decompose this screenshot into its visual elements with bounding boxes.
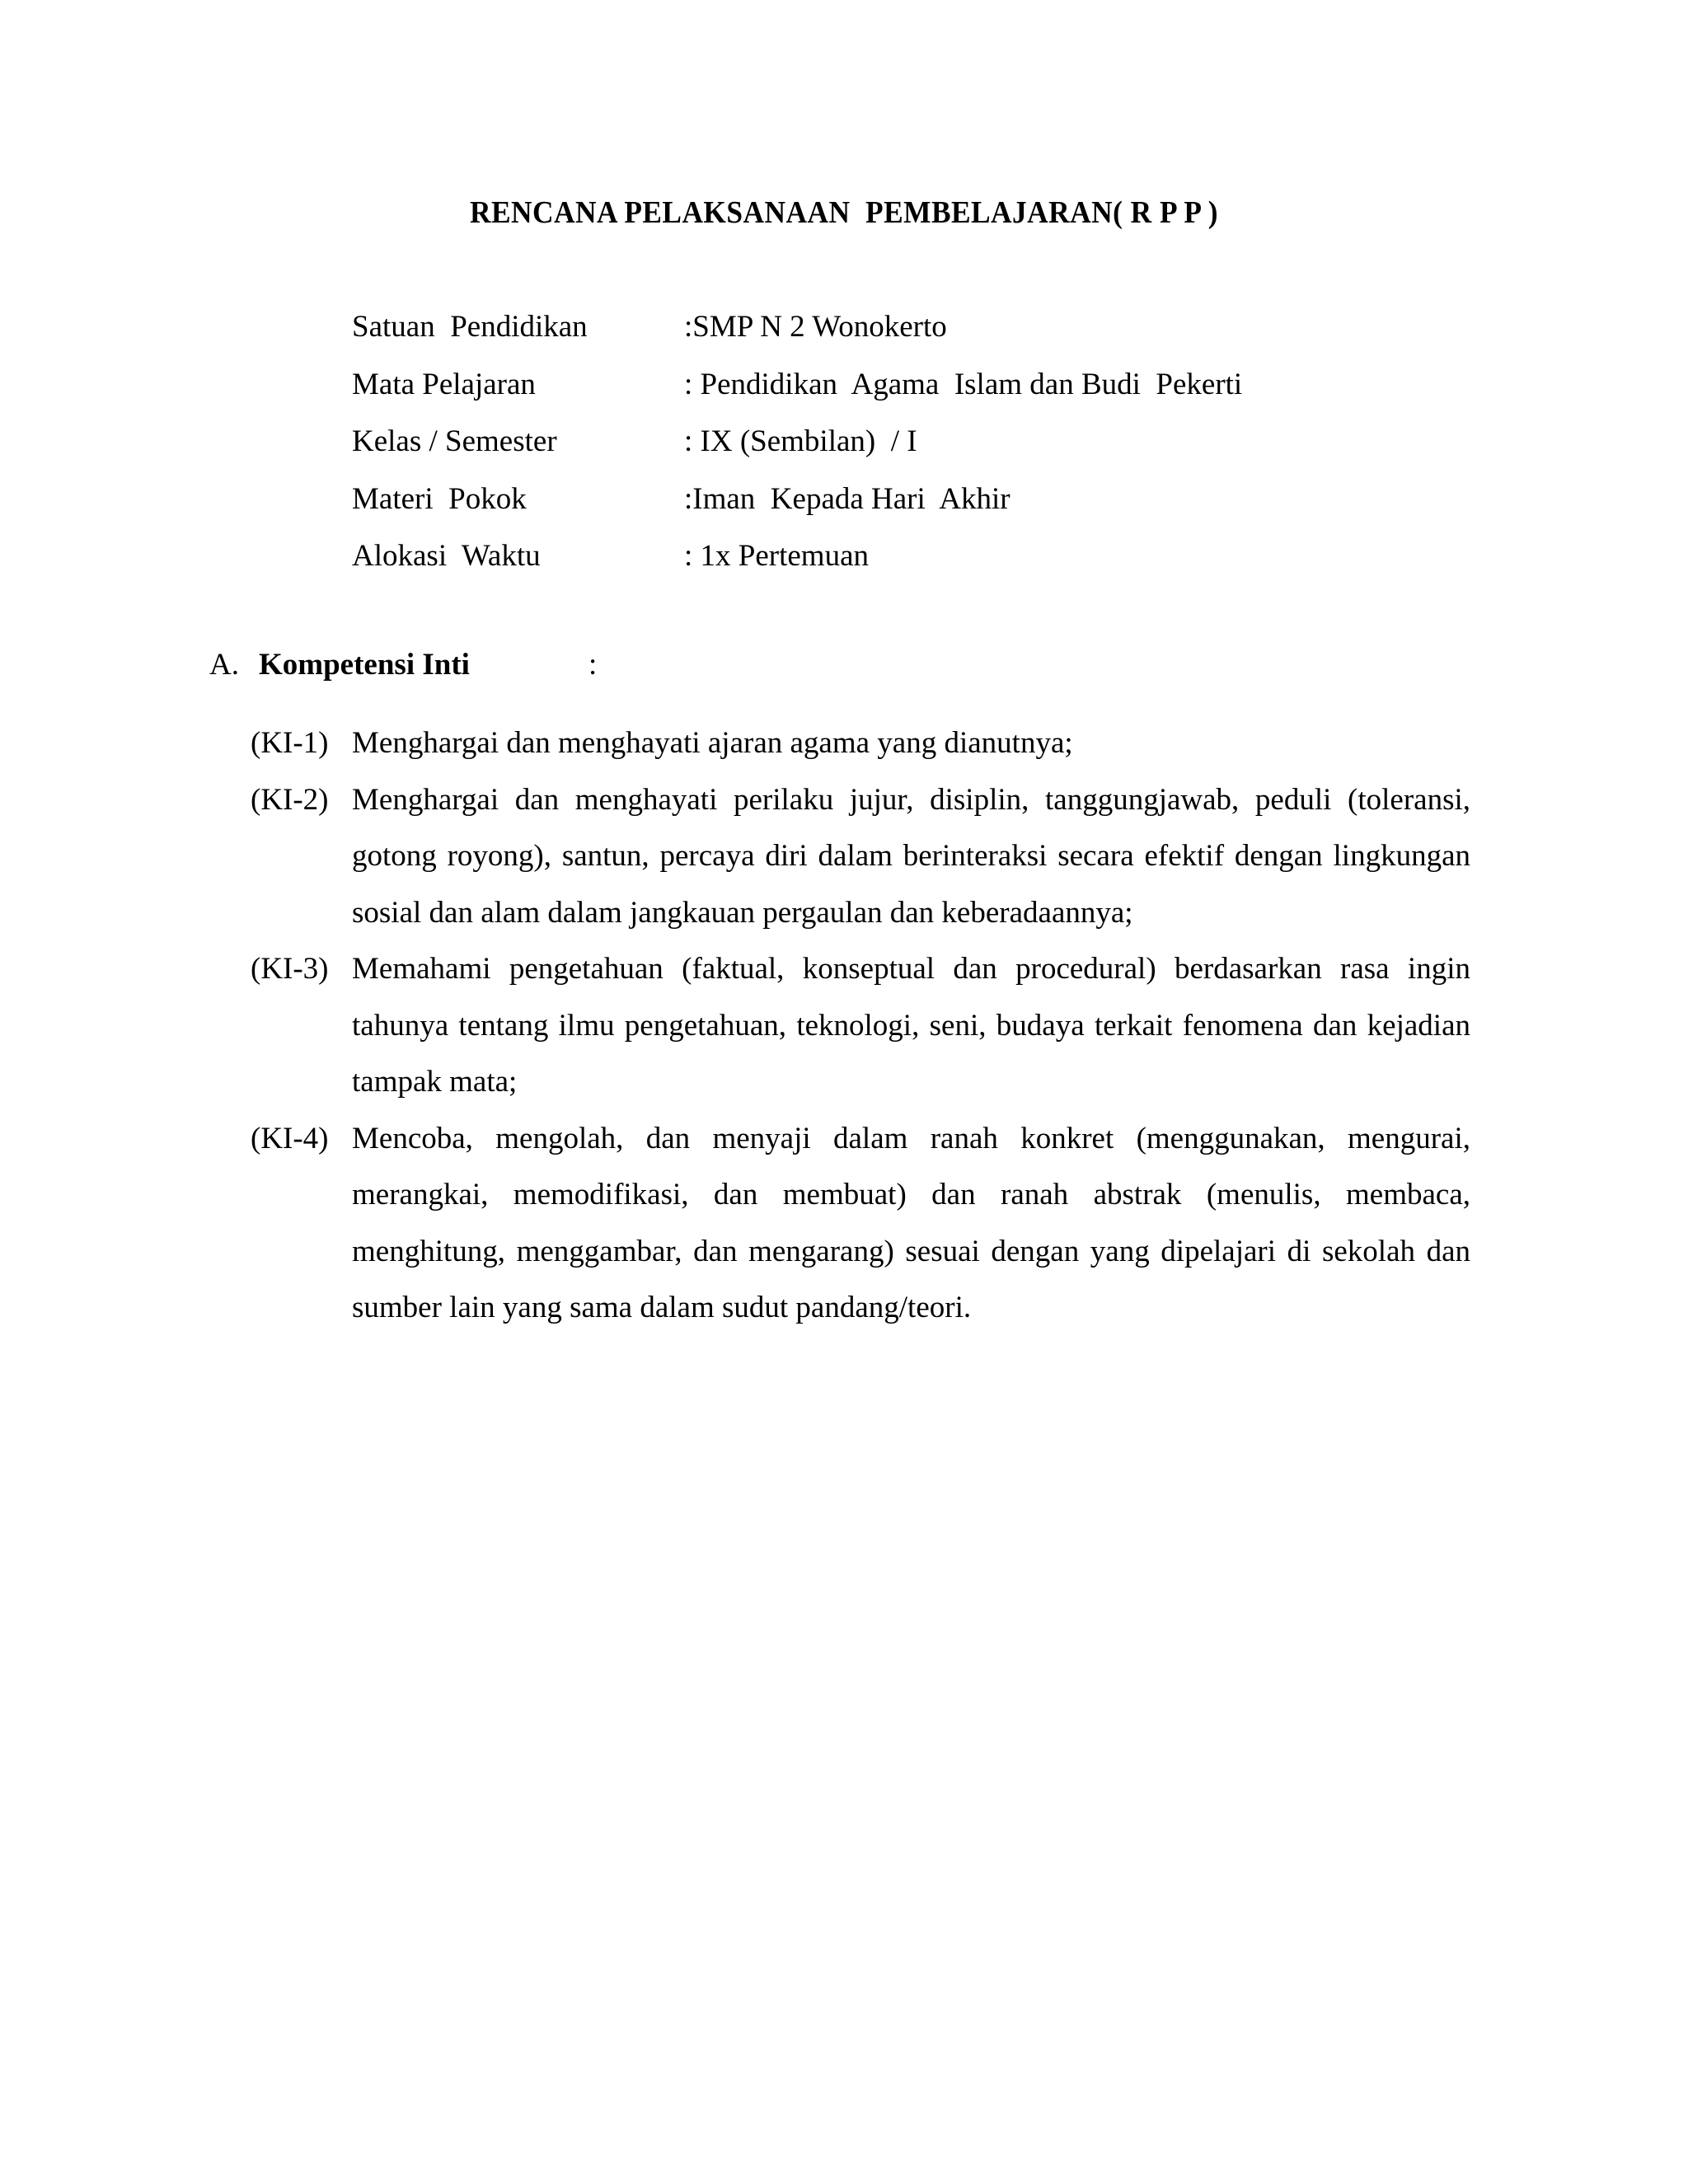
section-letter: A.	[209, 648, 239, 682]
document-title: RENCANA PELAKSANAAN PEMBELAJARAN( R P P )	[470, 195, 1218, 230]
meta-row-materi-pokok	[352, 479, 1010, 537]
ki-item-1	[251, 715, 1470, 772]
meta-label: Kelas / Semester	[352, 424, 557, 458]
ki-text: Memahami pengetahuan (faktual, konseptual dan procedural) berdasarkan rasa ingin tahunya tentang ilmu pengetahuan, teknologi, seni, budaya terkait fenomena dan kejadian tampak mata;	[352, 952, 1470, 1099]
ki-text: Mencoba, mengolah, dan menyaji dalam ranah konkret (menggunakan, mengurai, merangkai, memodifikasi, dan membuat) dan ranah abstrak (menulis, membaca, menghitung, menggambar, dan mengarang) sesuai dengan yang dipelajari di sekolah dan sumber lain yang sama dalam sudut pandang/teori.	[352, 1121, 1470, 1324]
ki-item-2	[251, 772, 1470, 942]
ki-code: (KI-1)	[251, 726, 329, 760]
meta-value: : 1x Pertemuan	[684, 539, 870, 573]
meta-row-kelas-semester	[352, 421, 917, 479]
ki-code: (KI-2)	[251, 782, 329, 817]
section-title: Kompetensi Inti	[259, 648, 470, 682]
ki-text: Menghargai dan menghayati perilaku jujur, disiplin, tanggungjawab, peduli (toleransi, gotong royong), santun, percaya diri dalam berinteraksi secara efektif dengan lingkungan sosial dan alam dalam jangkauan pergaulan dan keberadaannya;	[352, 782, 1470, 930]
meta-value: :Iman Kepada Hari Akhir	[684, 481, 1010, 516]
ki-item-3	[251, 941, 1470, 1111]
meta-row-satuan-pendidikan	[352, 307, 947, 364]
meta-row-mata-pelajaran	[352, 364, 1243, 422]
ki-code: (KI-3)	[251, 952, 329, 986]
ki-item-4	[251, 1111, 1470, 1337]
meta-value: : Pendidikan Agama Islam dan Budi Pekerti	[684, 367, 1243, 401]
kompetensi-inti-list	[251, 715, 1470, 1337]
meta-value: : IX (Sembilan) / I	[684, 424, 917, 458]
section-colon: :	[588, 648, 598, 682]
ki-code: (KI-4)	[251, 1121, 329, 1155]
ki-text: Menghargai dan menghayati ajaran agama yang dianutnya;	[352, 726, 1073, 760]
meta-label: Alokasi Waktu	[352, 539, 541, 573]
meta-label: Mata Pelajaran	[352, 367, 536, 401]
identity-table	[352, 307, 1243, 593]
meta-label: Materi Pokok	[352, 481, 527, 516]
meta-label: Satuan Pendidikan	[352, 310, 588, 344]
meta-row-alokasi-waktu	[352, 536, 870, 593]
meta-value: :SMP N 2 Wonokerto	[684, 310, 947, 344]
